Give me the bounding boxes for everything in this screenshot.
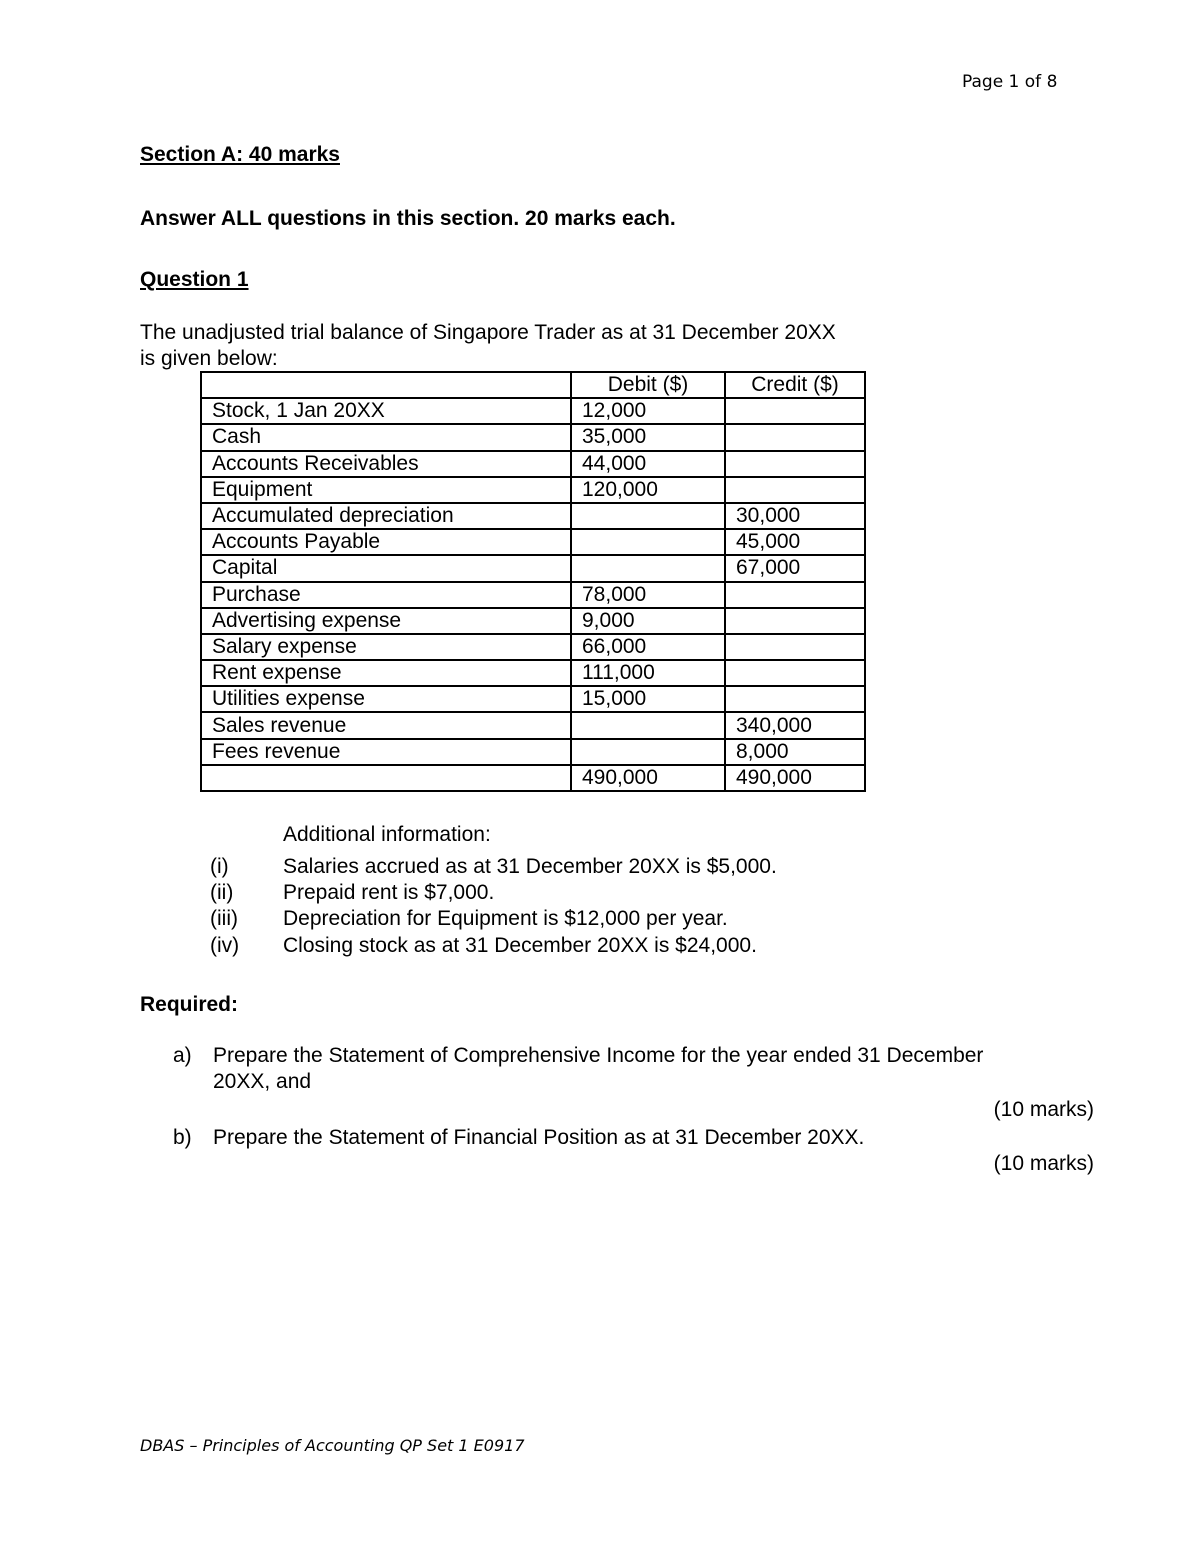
table-cell: 9,000 <box>571 608 725 634</box>
info-item-number: (i) <box>210 855 229 878</box>
table-header-row <box>201 372 865 398</box>
intro-line-1: The unadjusted trial balance of Singapore Trader as at 31 December 20XX <box>140 321 836 344</box>
table-row <box>201 477 865 503</box>
table-cell: Stock, 1 Jan 20XX <box>201 398 571 424</box>
table-cell: Capital <box>201 555 571 581</box>
required-title: Required: <box>140 993 239 1016</box>
table-cell <box>725 686 865 712</box>
table-row <box>201 451 865 477</box>
marks-label: (10 marks) <box>993 1098 1094 1121</box>
table-cell <box>725 660 865 686</box>
table-cell: 120,000 <box>571 477 725 503</box>
info-item-text: Closing stock as at 31 December 20XX is $24,000. <box>283 934 757 957</box>
table-cell: 490,000 <box>571 765 725 791</box>
table-cell: 35,000 <box>571 424 725 450</box>
table-cell <box>571 555 725 581</box>
info-item-number: (ii) <box>210 881 234 904</box>
table-cell: Equipment <box>201 477 571 503</box>
table-cell <box>725 608 865 634</box>
table-cell: Rent expense <box>201 660 571 686</box>
table-row <box>201 686 865 712</box>
marks-label: (10 marks) <box>993 1152 1094 1175</box>
table-row <box>201 712 865 738</box>
table-cell: Fees revenue <box>201 739 571 765</box>
table-cell <box>571 529 725 555</box>
table-cell: Cash <box>201 424 571 450</box>
table-row <box>201 765 865 791</box>
table-cell: Utilities expense <box>201 686 571 712</box>
info-item-number: (iii) <box>210 907 238 930</box>
question-title: Question 1 <box>140 268 249 291</box>
table-cell: Purchase <box>201 582 571 608</box>
table-cell: 15,000 <box>571 686 725 712</box>
table-cell <box>725 398 865 424</box>
info-item-text: Prepaid rent is $7,000. <box>283 881 495 904</box>
table-header-cell: Debit ($) <box>571 372 725 398</box>
table-cell: 30,000 <box>725 503 865 529</box>
info-item-text: Depreciation for Equipment is $12,000 per year. <box>283 907 728 930</box>
table-cell <box>571 739 725 765</box>
table-cell: Advertising expense <box>201 608 571 634</box>
required-item-label: a) <box>173 1044 192 1067</box>
table-cell: Accumulated depreciation <box>201 503 571 529</box>
section-title: Section A: 40 marks <box>140 143 340 166</box>
table-cell: 78,000 <box>571 582 725 608</box>
table-cell <box>201 765 571 791</box>
page-number: Page 1 of 8 <box>962 72 1058 92</box>
table-row <box>201 608 865 634</box>
instruction-text: Answer ALL questions in this section. 20 marks each. <box>140 207 676 230</box>
table-header-cell: Credit ($) <box>725 372 865 398</box>
table-cell <box>571 503 725 529</box>
required-item-text: Prepare the Statement of Comprehensive Income for the year ended 31 December <box>213 1044 984 1067</box>
table-cell <box>725 424 865 450</box>
table-cell: Salary expense <box>201 634 571 660</box>
table-row <box>201 634 865 660</box>
table-cell: 340,000 <box>725 712 865 738</box>
table-cell: 490,000 <box>725 765 865 791</box>
table-cell <box>725 582 865 608</box>
footer-text: DBAS – Principles of Accounting QP Set 1 E0917 <box>140 1436 525 1455</box>
table-cell: Accounts Payable <box>201 529 571 555</box>
table-cell <box>725 477 865 503</box>
trial-balance-table <box>200 371 866 792</box>
table-cell: 12,000 <box>571 398 725 424</box>
intro-line-2: is given below: <box>140 347 278 370</box>
table-cell <box>571 712 725 738</box>
table-cell: Accounts Receivables <box>201 451 571 477</box>
table-row <box>201 555 865 581</box>
table-row <box>201 660 865 686</box>
table-row <box>201 582 865 608</box>
table-row <box>201 739 865 765</box>
required-item-text-cont: 20XX, and <box>213 1070 312 1093</box>
additional-info-title: Additional information: <box>283 823 491 846</box>
table-header-cell <box>201 372 571 398</box>
table-row <box>201 503 865 529</box>
required-item-label: b) <box>173 1126 192 1149</box>
table-cell: 8,000 <box>725 739 865 765</box>
table-cell: 66,000 <box>571 634 725 660</box>
table-cell: 44,000 <box>571 451 725 477</box>
table-cell: 45,000 <box>725 529 865 555</box>
table-row <box>201 398 865 424</box>
info-item-text: Salaries accrued as at 31 December 20XX is $5,000. <box>283 855 777 878</box>
info-item-number: (iv) <box>210 934 240 957</box>
table-cell: 111,000 <box>571 660 725 686</box>
table-cell <box>725 451 865 477</box>
table-cell: Sales revenue <box>201 712 571 738</box>
table-row <box>201 529 865 555</box>
table-cell: 67,000 <box>725 555 865 581</box>
required-item-text: Prepare the Statement of Financial Position as at 31 December 20XX. <box>213 1126 865 1149</box>
table-row <box>201 424 865 450</box>
table-cell <box>725 634 865 660</box>
